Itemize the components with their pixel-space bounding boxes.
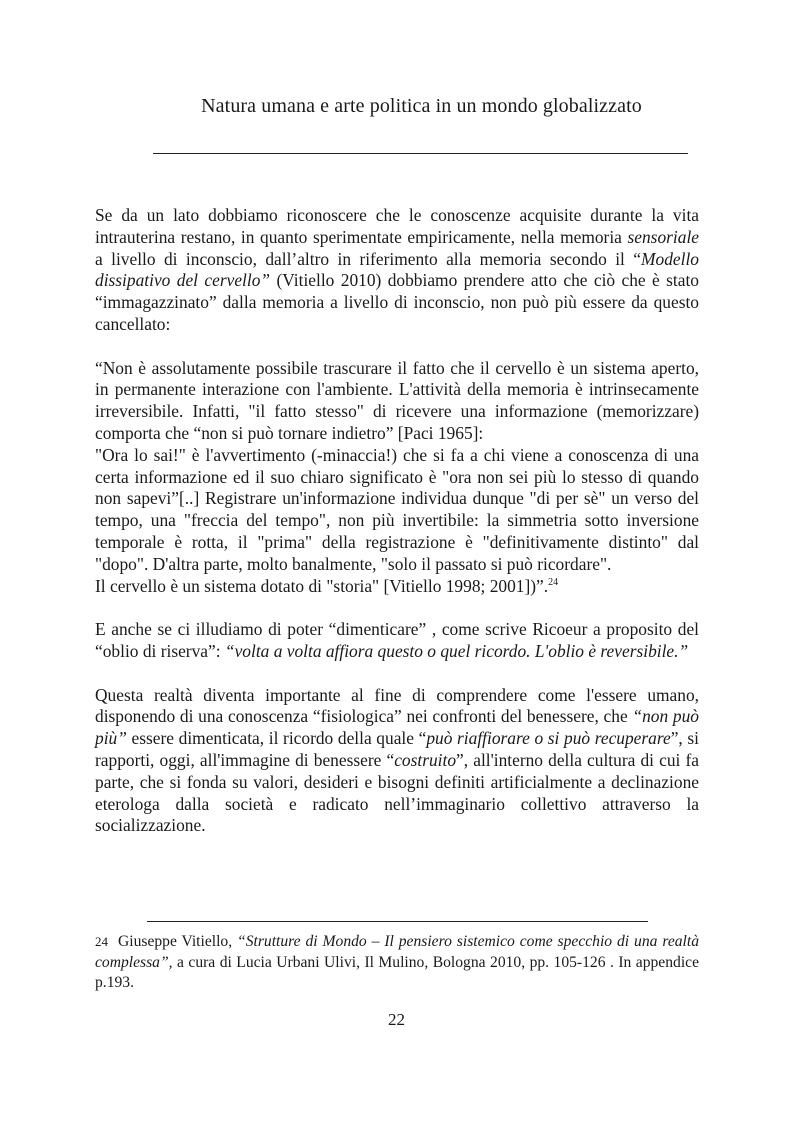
quote-paragraph-1: “Non è assolutamente possibile trascurare il fatto che il cervello è un sistema aperto, in permanente interazione con l'ambiente. L'attività della memoria è intrinsecamente irreversibile. Infatti, "il fatto stesso" di ricevere una informazione (memorizzare) comporta che “non si può tornare indietro” [Paci 1965]: (95, 357, 699, 443)
quote-paragraph-3 (95, 576, 699, 598)
paragraph-4 (95, 685, 699, 838)
paragraph-1 (95, 205, 699, 336)
text-span: ”, si rapporti, oggi, all'immagine di benessere “ (95, 728, 699, 770)
paragraph-3 (95, 619, 699, 663)
italic-span: “Strutture di Mondo – Il pensiero sistemico come specchio di una realtà complessa”, (95, 933, 700, 971)
footnote-number: 24 (95, 934, 108, 949)
italic-span: Modello dissipativo del cervello” (95, 248, 699, 291)
running-header-title: Natura umana e arte politica in un mondo globalizzato (201, 95, 642, 117)
text-span: Questa realtà diventa importante al fine di comprendere come l'essere umano, disponendo di una conoscenza “fisiologica” nei confronti del benessere, che (95, 684, 699, 727)
text-span: Se da un lato dobbiamo riconoscere che le conoscenze acquisite durante la vita intrauterina restano, in quanto sperimentate empiricamente, nella memoria (95, 205, 699, 247)
text-span: ”, all'interno della cultura di cui fa parte, che si fonda su valori, desideri e bisogni definiti artificialmente a declinazione eterologa dalla società e radicato nell’immaginario collettivo attraverso la socializzazione. (95, 749, 699, 836)
quote-paragraph-2: "Ora lo sai!" è l'avvertimento (-minaccia!) che si fa a chi viene a conoscenza di una certa informazione ed il suo chiaro significato è "ora non sei più lo stesso di quando non sapevi”[..] Registrare un'informazione individua dunque "di per sè" un verso del tempo, una "freccia del tempo", non più invertibile: la simmetria sotto inversione temporale è rotta, il "prima" della registrazione è "definitivamente distinto" dal "dopo". D'altra parte, molto banalmente, "solo il passato si può ricordare". (95, 444, 699, 574)
text-span: (Vitiello 2010) dobbiamo prendere atto che ciò che è stato “immagazzinato” dalla memoria a livello di inconscio, non può più essere da questo cancellato: (95, 270, 699, 334)
footnote-rule (147, 921, 648, 922)
text-span: E anche se ci illudiamo di poter “dimenticare” , come scrive Ricoeur a proposito del “oblio di riserva”: (95, 619, 699, 661)
footnote-reference[interactable]: 24 (548, 576, 559, 588)
italic-span: costruito (394, 749, 457, 770)
italic-span: sensoriale (627, 226, 699, 247)
italic-span: “non può più” (95, 706, 699, 749)
page-number: 22 (388, 1010, 405, 1029)
body-text (95, 205, 699, 837)
italic-span: “volta a volta affiora questo o quel ricordo. L'oblio è reversibile.” (224, 640, 689, 661)
text-span: Giuseppe Vitiello, (118, 933, 238, 950)
text-span: Il cervello è un sistema dotato di "storia" [Vitiello 1998; 2001])”. (95, 575, 549, 596)
italic-span: può riaffiorare o si può recuperare (426, 728, 671, 749)
text-span: essere dimenticata, il ricordo della quale “ (126, 728, 427, 749)
header-rule (153, 153, 688, 154)
footnote (95, 932, 699, 994)
text-span: a livello di inconscio, dall’altro in riferimento alla memoria secondo il “ (95, 248, 642, 269)
text-span: a cura di Lucia Urbani Ulivi, Il Mulino, Bologna 2010, pp. 105-126 . In appendice p.193. (95, 953, 699, 991)
